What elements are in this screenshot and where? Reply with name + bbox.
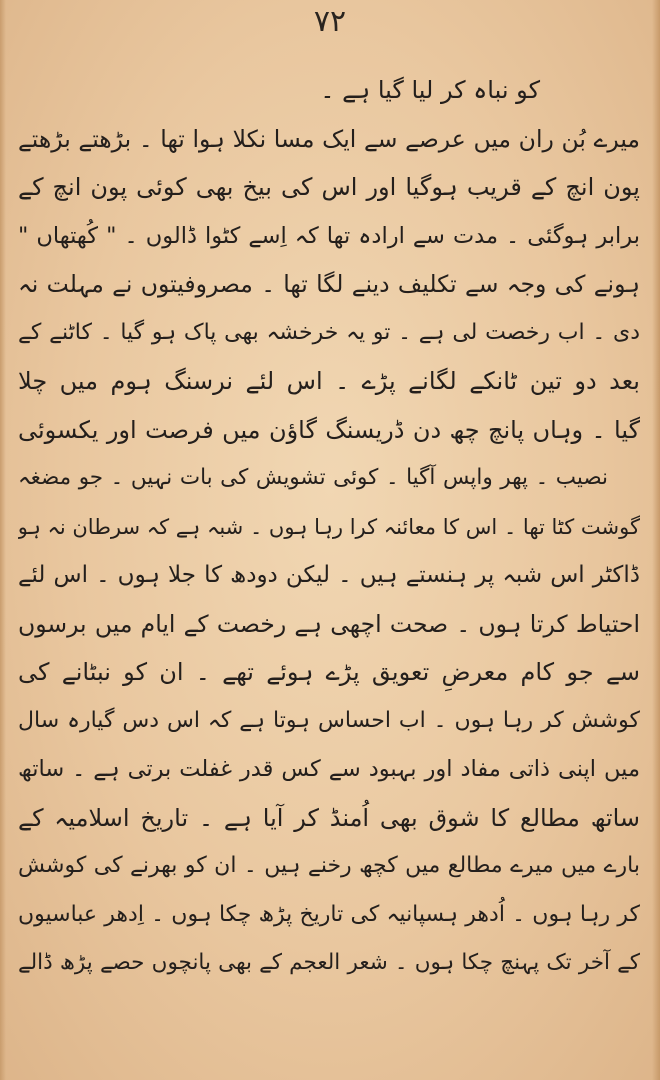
text-line: ڈاکٹر اس شبہ پر ہنستے ہیں ۔ لیکن دودھ کا جلا ہوں ۔ اس لئے (18, 562, 640, 588)
text-line: میں اپنی ذاتی مفاد اور بہبود سے کس قدر غفلت برتی ہے ۔ ساتھ (18, 756, 640, 782)
text-line: گیا ۔ وہاں پانچ چھ دن ڈریسنگ گاؤن میں فرصت اور یکسوئی (18, 415, 640, 444)
text-line: ہونے کی وجہ سے تکلیف دینے لگا تھا ۔ مصروفیتوں نے مہلت نہ (18, 270, 640, 298)
text-line: احتیاط کرتا ہوں ۔ صحت اچھی ہے رخصت کے ایام میں برسوں (18, 609, 640, 638)
body-text (18, 66, 640, 988)
page-number: ۷۲ (313, 4, 347, 39)
text-line: سے جو کام معرضِ تعویق پڑے ہوئے تھے ۔ ان کو نبٹانے کی (18, 658, 640, 686)
text-line: کے آخر تک پہنچ چکا ہوں ۔ شعر العجم کے بھی پانچوں حصے پڑھ ڈالے (18, 950, 640, 975)
text-line: گوشت کٹا تھا ۔ اس کا معائنہ کرا رہا ہوں ۔ شبہ ہے کہ سرطان نہ ہو (18, 514, 640, 539)
text-line: ساتھ مطالع کا شوق بھی اُمنڈ کر آیا ہے ۔ تاریخ اسلامیہ کے (18, 803, 640, 832)
text-line: میرے بُن ران میں عرصے سے ایک مسا نکلا ہوا تھا ۔ بڑھتے بڑھتے (18, 124, 640, 153)
text-line: کر رہا ہوں ۔ اُدھر ہسپانیہ کی تاریخ پڑھ چکا ہوں ۔ اِدھر عباسیوں (18, 901, 640, 927)
text-line: کوشش کر رہا ہوں ۔ اب احساس ہوتا ہے کہ اس دس گیارہ سال (18, 707, 640, 733)
page-left-edge (0, 0, 6, 1080)
text-line: بعد دو تین ٹانکے لگانے پڑے ۔ اس لئے نرسنگ ہوم میں چلا (18, 367, 640, 395)
text-line: کو نباہ کر لیا گیا ہے ۔ (320, 76, 540, 104)
page-right-edge (652, 0, 660, 1080)
text-line: بارے میں میرے مطالع میں کچھ رخنے ہیں ۔ ان کو بھرنے کی کوشش (18, 853, 640, 878)
text-line: پون انچ کے قریب ہوگیا اور اس کی بیخ بھی کوئی پون انچ کے (18, 173, 640, 201)
text-line: دی ۔ اب رخصت لی ہے ۔ تو یہ خرخشہ بھی پاک ہو گیا ۔ کاٹنے کے (18, 319, 640, 345)
text-line: برابر ہوگئی ۔ مدت سے ارادہ تھا کہ اِسے کٹوا ڈالوں ۔ " کُھتھاں " (18, 222, 640, 249)
text-line: نصیب ۔ پھر واپس آگیا ۔ کوئی تشویش کی بات نہیں ۔ جو مضغہ (18, 465, 608, 490)
